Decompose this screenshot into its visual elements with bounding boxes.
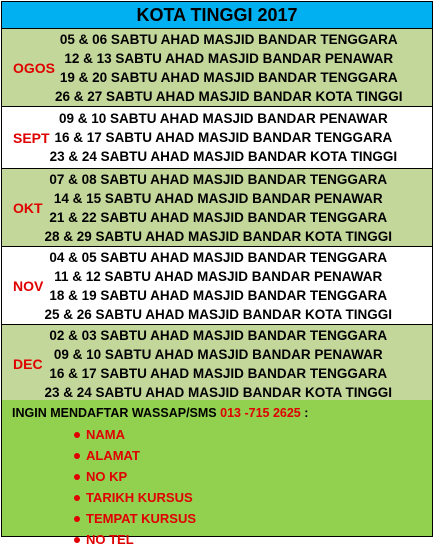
requirement-label: NAMA — [86, 427, 125, 442]
registration-box — [2, 400, 432, 547]
month-label: OGOS — [13, 59, 56, 76]
registration-colon: : — [304, 406, 309, 420]
requirement-item — [74, 487, 432, 508]
date-line: 04 & 05 SABTU AHAD MASJID BANDAR TENGGARA — [49, 249, 388, 265]
date-line: 16 & 17 SABTU AHAD MASJID BANDAR TENGGARA — [49, 365, 388, 381]
requirement-list — [12, 424, 432, 550]
month-section — [2, 325, 432, 403]
date-list — [44, 247, 432, 324]
date-line: 25 & 26 SABTU AHAD MASJID BANDAR KOTA TINGGI — [44, 306, 392, 322]
date-list — [50, 107, 436, 168]
registration-heading — [12, 404, 432, 422]
date-list — [44, 325, 432, 402]
requirement-label: NO KP — [86, 469, 128, 484]
bullet-icon — [74, 453, 80, 459]
month-label: DEC — [13, 355, 43, 372]
requirement-label: NO TEL — [86, 532, 134, 547]
date-line: 23 & 24 SABTU AHAD MASJID BANDAR KOTA TINGGI — [44, 384, 392, 400]
date-list — [55, 29, 436, 106]
date-line: 12 & 13 SABTU AHAD MASJID BANDAR PENAWAR — [64, 50, 394, 66]
registration-text: INGIN MENDAFTAR WASSAP/SMS — [12, 406, 217, 420]
requirement-label: ALAMAT — [86, 448, 140, 463]
month-section — [2, 247, 432, 325]
bullet-icon — [74, 474, 80, 480]
date-line: 11 & 12 SABTU AHAD MASJID BANDAR PENAWAR — [54, 268, 383, 284]
date-line: 09 & 10 SABTU AHAD MASJID BANDAR PENAWAR — [58, 111, 388, 126]
bullet-icon — [74, 495, 80, 501]
requirement-item — [74, 466, 432, 487]
date-line: 02 & 03 SABTU AHAD MASJID BANDAR TENGGARA — [49, 327, 388, 343]
bullet-icon — [74, 516, 80, 522]
date-line: 07 & 08 SABTU AHAD MASJID BANDAR TENGGARA — [49, 171, 388, 187]
month-section — [2, 169, 432, 247]
date-line: 09 & 10 SABTU AHAD MASJID BANDAR PENAWAR — [53, 346, 383, 362]
month-label: NOV — [13, 277, 44, 294]
date-line: 23 & 24 SABTU AHAD MASJID BANDAR KOTA TINGGI — [49, 149, 398, 164]
schedule-poster — [1, 1, 433, 547]
date-line: 16 & 17 SABTU AHAD MASJID BANDAR TENGGARA — [54, 130, 393, 145]
date-line: 28 & 29 SABTU AHAD MASJID BANDAR KOTA TINGGI — [44, 228, 392, 244]
requirement-item — [74, 508, 432, 529]
date-line: 18 & 19 SABTU AHAD MASJID BANDAR TENGGARA — [49, 287, 388, 303]
month-schedule — [2, 29, 432, 403]
bullet-icon — [74, 432, 80, 438]
date-list — [44, 169, 432, 246]
requirement-item — [74, 445, 432, 466]
date-line: 19 & 20 SABTU AHAD MASJID BANDAR TENGGARA — [59, 69, 398, 85]
requirement-item — [74, 424, 432, 445]
date-line: 05 & 06 SABTU AHAD MASJID BANDAR TENGGARA — [59, 31, 398, 47]
requirement-label: TARIKH KURSUS — [86, 490, 193, 505]
page-title: KOTA TINGGI 2017 — [2, 2, 432, 29]
month-label: SEPT — [13, 129, 50, 146]
requirement-label: TEMPAT KURSUS — [86, 511, 197, 526]
date-line: 26 & 27 SABTU AHAD MASJID BANDAR KOTA TINGGI — [55, 88, 403, 104]
month-section — [2, 29, 432, 107]
month-section — [2, 107, 432, 169]
month-label: OKT — [13, 199, 43, 216]
registration-phone: 013 -715 2625 — [220, 406, 301, 420]
date-line: 14 & 15 SABTU AHAD MASJID BANDAR PENAWAR — [53, 190, 383, 206]
date-line: 21 & 22 SABTU AHAD MASJID BANDAR TENGGARA — [49, 209, 388, 225]
